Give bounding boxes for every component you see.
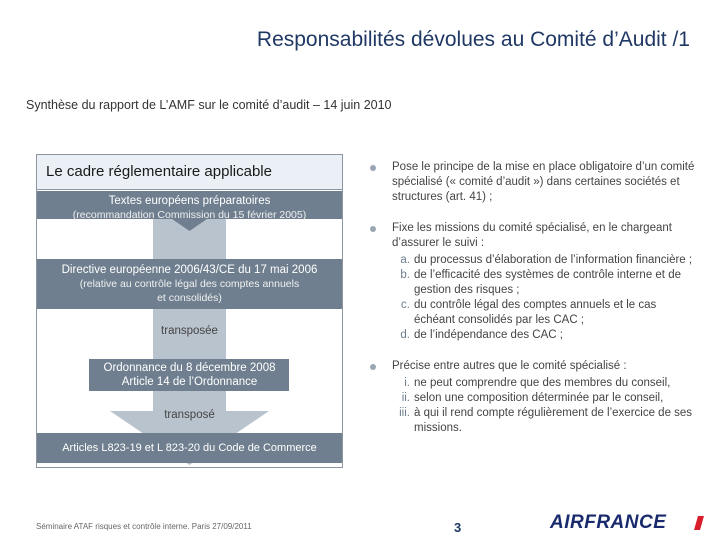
block3-line1: Ordonnance du 8 décembre 2008 [103, 362, 276, 374]
list-marker: i. [404, 377, 410, 389]
block2-sub-line1: (relative au contrôle légal des comptes annuels [79, 278, 300, 290]
block1-sub: (recommandation Commission du 15 février 2005) [72, 209, 307, 221]
block3-line2: Article 14 de l’Ordonnance [121, 376, 258, 388]
ordonnance-block [37, 361, 342, 389]
airfrance-logo: AIRFRANCE [550, 512, 667, 533]
block4-label: Articles L823-19 et L 823-20 du Code de Commerce [62, 442, 317, 454]
composition-list [392, 376, 700, 436]
page-number: 3 [454, 520, 462, 535]
regulatory-framework-panel [36, 154, 343, 468]
list-item-text: selon une composition déterminée par le conseil, [414, 392, 664, 404]
block1-label: Textes européens préparatoires [108, 195, 271, 207]
list-item-text: de l’efficacité des systèmes de contrôle interne et de gestion des risques ; [414, 269, 681, 296]
bullet-dot-icon [370, 165, 376, 171]
bullet-dot-icon [370, 226, 376, 232]
list-item-text: de l’indépendance des CAC ; [414, 329, 563, 341]
list-item-text: ne peut comprendre que des membres du conseil, [414, 377, 671, 389]
bullet-dot-icon [370, 364, 376, 370]
bullet-principle [370, 160, 700, 205]
list-marker: ii. [401, 392, 410, 404]
list-marker: iii. [399, 407, 410, 419]
list-item-text: du processus d’élaboration de l’information financière ; [414, 254, 693, 266]
list-item [392, 268, 700, 298]
list-marker: d. [400, 329, 410, 341]
list-item-text: du contrôle légal des comptes annuels et le cas échéant consolidés par les CAC ; [414, 299, 657, 326]
slide-title: Responsabilités dévolues au Comité d’Audit /1 [256, 28, 690, 51]
slide-subtitle: Synthèse du rapport de L’AMF sur le comité d’audit – 14 juin 2010 [26, 98, 392, 112]
code-commerce-block [37, 441, 342, 455]
right-bullets [370, 160, 700, 436]
panel-title: Le cadre réglementaire applicable [46, 163, 272, 180]
bullet-missions [370, 221, 700, 343]
list-item [392, 298, 700, 328]
logo-stripe-icon [694, 516, 704, 530]
bullet1-text: Pose le principe de la mise en place obligatoire d’un comité spécialisé (« comité d’audit ») dans certaines sociétés et structures (art. 41) ; [392, 161, 695, 203]
list-item [392, 253, 700, 268]
bullet3-text: Précise entre autres que le comité spécialisé : [392, 360, 627, 372]
list-item [392, 328, 700, 343]
footer-text: Séminaire ATAF risques et contrôle interne. Paris 27/09/2011 [36, 522, 252, 531]
block2-sub-line2: et consolidés) [157, 292, 222, 304]
list-marker: a. [400, 254, 410, 266]
block2-label: Directive européenne 2006/43/CE du 17 mai 2006 [61, 264, 318, 276]
list-item [392, 376, 700, 391]
connector-transposee: transposée [161, 325, 218, 337]
list-item-text: à qui il rend compte régulièrement de l’exercice de ses missions. [414, 407, 693, 434]
connector-transpose: transposé [164, 409, 215, 421]
missions-list [392, 253, 700, 343]
bullet-composition [370, 359, 700, 436]
list-marker: c. [401, 299, 410, 311]
european-preparatory-texts-block [37, 194, 342, 222]
list-item [392, 391, 700, 406]
european-directive-block [37, 263, 342, 305]
bullet2-text: Fixe les missions du comité spécialisé, en le chargeant d’assurer le suivi : [392, 222, 672, 249]
list-item [392, 406, 700, 436]
panel-header [37, 155, 342, 190]
list-marker: b. [400, 269, 410, 281]
